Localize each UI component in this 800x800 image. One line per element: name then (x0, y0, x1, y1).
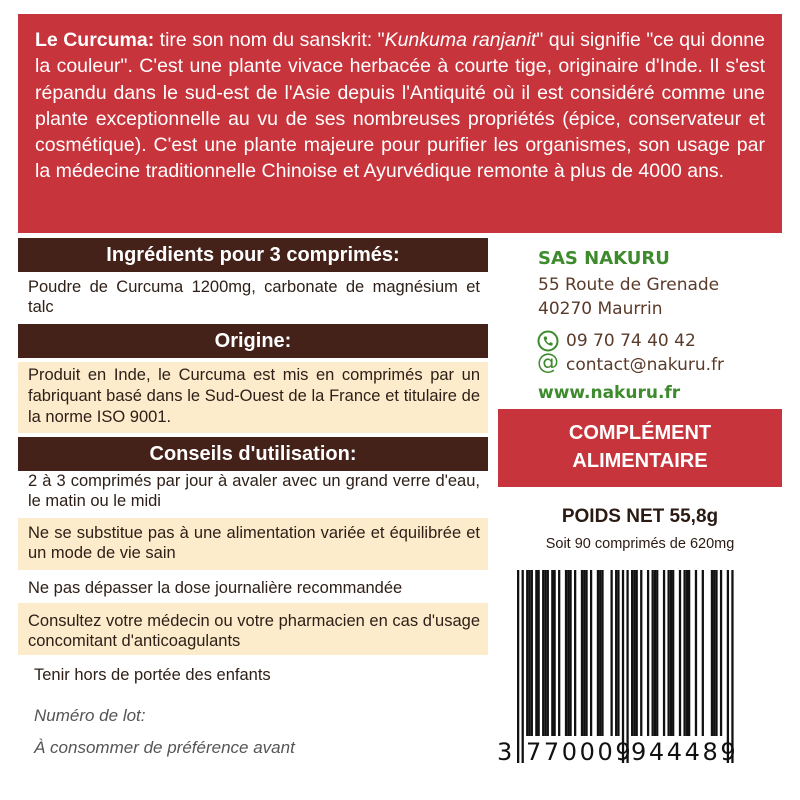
email-icon: @ (537, 350, 559, 375)
barcode-bar (597, 570, 599, 736)
barcode-bar (652, 570, 654, 736)
barcode-bar (636, 570, 638, 736)
conseil-item: Ne pas dépasser la dose journalière recommandée (28, 579, 403, 597)
barcode-bar (547, 570, 549, 736)
conseil-item: Consultez votre médecin ou votre pharmacien en cas d'usage concomitant d'anticoagulants (28, 612, 480, 650)
barcode-bar (633, 570, 635, 736)
barcode-bar (713, 570, 715, 736)
barcode-bar (695, 570, 697, 736)
barcode-bar (711, 570, 713, 736)
barcode-bar (551, 570, 553, 736)
barcode-bar (667, 570, 669, 736)
tablet-count: Soit 90 comprimés de 620mg (545, 536, 735, 552)
company-website[interactable]: www.nakuru.fr (538, 383, 681, 403)
barcode-bar (599, 570, 601, 736)
barcode-bar (558, 570, 560, 736)
barcode-bar (702, 570, 704, 736)
intro-title: Le Curcuma: (35, 29, 155, 51)
barcode-bar (565, 570, 567, 736)
barcode-bar (583, 570, 585, 736)
barcode-bar (585, 570, 587, 736)
conseil-item: 2 à 3 comprimés par jour à avaler avec un grand verre d'eau, le matin ou le midi (28, 472, 480, 510)
barcode-bar (574, 570, 576, 736)
company-email[interactable]: contact@nakuru.fr (566, 355, 725, 375)
intro-text-2: " qui signifie "ce qui donne la couleur". C'est une plante vivace herbacée à courte tige, originaire d'Inde. Il s'est répandu dans le sud-est de l'Asie depuis l'Antiquité où il est considéré comme une plante exceptionnelle au vu de ses nombreuses propriétés (épice, conservateur et cosmétique). C'est une plante majeure pour purifier les organismes, son usage par la médecine traditionnelle Chinoise et Ayurvédique remonte à plus de 4000 ans. (35, 29, 765, 183)
complement-line-1: COMPLÉMENT (568, 422, 712, 444)
complement-alimentaire-box (498, 409, 782, 487)
conseil-item: Ne se substitue pas à une alimentation variée et équilibrée et un mode de vie sain (28, 524, 480, 562)
company-phone: 09 70 74 40 42 (566, 331, 696, 351)
conseil-item: Tenir hors de portée des enfants (34, 666, 271, 684)
complement-line-2: ALIMENTAIRE (572, 450, 708, 472)
barcode-bar (654, 570, 656, 736)
barcode-bar (531, 570, 533, 736)
intro-sanskrit-term: Kunkuma ranjanit (384, 29, 537, 51)
lot-number-label: Numéro de lot: (34, 706, 146, 725)
barcode-bar (526, 570, 528, 736)
barcode-left-digits: 770009 (526, 738, 634, 766)
barcode-bar (640, 570, 642, 736)
barcode-bar (615, 570, 617, 736)
barcode-bar (679, 570, 681, 736)
barcode-guard-bar (622, 570, 624, 763)
barcode-bar (683, 570, 685, 736)
best-before-label: À consommer de préférence avant (34, 738, 295, 757)
company-name: SAS NAKURU (538, 248, 670, 269)
barcode-bar (590, 570, 592, 736)
barcode-bar (617, 570, 619, 736)
barcode-bar (538, 570, 540, 736)
barcode-guard-bar (626, 570, 628, 763)
ingredients-text: Poudre de Curcuma 1200mg, carbonate de magnésium et talc (28, 278, 480, 316)
barcode-bar (542, 570, 544, 736)
ingredients-header: Ingrédients pour 3 comprimés: (18, 238, 488, 272)
conseils-header: Conseils d'utilisation: (18, 437, 488, 471)
barcode-first-digit: 3 (497, 738, 515, 766)
barcode-guard-bar (522, 570, 524, 763)
barcode-bar (663, 570, 665, 736)
intro-text-1: tire son nom du sanskrit: " (154, 29, 385, 51)
barcode-bar (567, 570, 569, 736)
barcode-bar (670, 570, 672, 736)
barcode (517, 570, 742, 765)
barcode-bar (544, 570, 546, 736)
company-city: 40270 Maurrin (538, 299, 663, 319)
barcode-bar (610, 570, 612, 736)
barcode-bar (631, 570, 633, 736)
barcode-bar (647, 570, 649, 736)
barcode-guard-bar (727, 570, 729, 763)
barcode-guard-bar (517, 570, 519, 763)
intro-box (18, 14, 782, 233)
barcode-bar (688, 570, 690, 736)
barcode-bar (569, 570, 571, 736)
barcode-bar (553, 570, 555, 736)
barcode-bar (581, 570, 583, 736)
barcode-bar (720, 570, 722, 736)
barcode-bar (528, 570, 530, 736)
barcode-bar (656, 570, 658, 736)
barcode-bar (535, 570, 537, 736)
origine-header: Origine: (18, 324, 488, 358)
barcode-bar (672, 570, 674, 736)
barcode-right-digits: 944489 (631, 738, 739, 766)
origine-text: Produit en Inde, le Curcuma est mis en comprimés par un fabriquant basé dans le Sud-Ouest de la France et titulaire de la norme ISO 9001. (28, 366, 480, 426)
company-street: 55 Route de Grenade (538, 275, 720, 295)
barcode-bar (686, 570, 688, 736)
net-weight: POIDS NET 55,8g (561, 506, 719, 527)
barcode-bar (715, 570, 717, 736)
barcode-bar (601, 570, 603, 736)
barcode-guard-bar (731, 570, 733, 763)
